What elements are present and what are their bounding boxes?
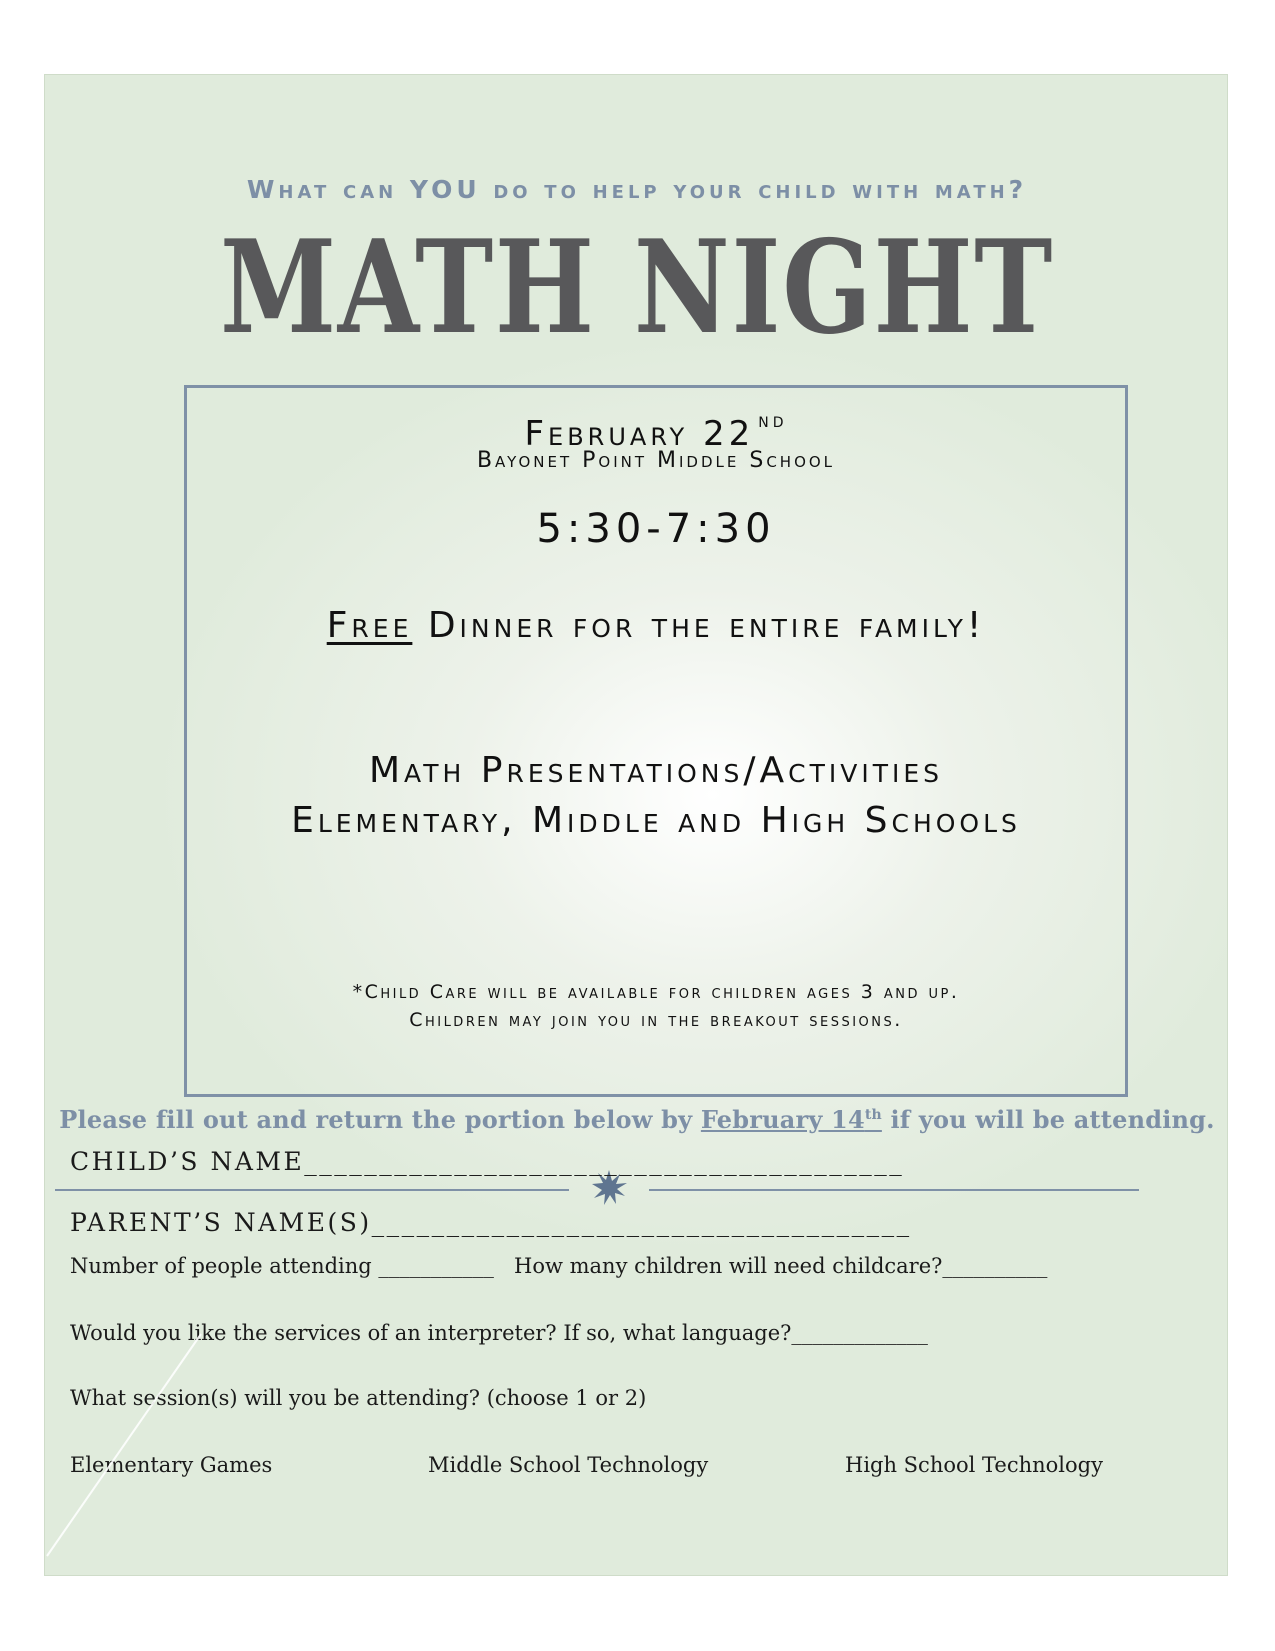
event-info-box [184, 385, 1128, 1097]
presentations-notice [187, 746, 1125, 846]
return-notice-date [701, 1105, 882, 1134]
return-notice-before: Please fill out and return the portion below by [59, 1105, 701, 1134]
dinner-notice [187, 600, 1125, 652]
presentations-line-2: Elementary, Middle and High Schools [291, 800, 1021, 841]
childcare-line-2: Children may join you in the breakout sessions. [409, 1009, 903, 1031]
return-notice-date-text: February 14 [700, 1105, 865, 1134]
interpreter-field[interactable]: Would you like the services of an interpreter? If so, what language?_____________ [70, 1321, 928, 1345]
flyer-page [44, 74, 1228, 1576]
page-title: MATH NIGHT [219, 213, 1055, 363]
childcare-count-field[interactable]: How many children will need childcare?__________ [514, 1254, 1048, 1278]
dinner-free-text: Free [326, 605, 413, 646]
session-option-elementary[interactable]: Elementary Games [70, 1453, 273, 1477]
event-time: 5:30-7:30 [536, 506, 776, 552]
return-notice-after: if you will be attending. [881, 1105, 1215, 1134]
sessions-prompt: What session(s) will you be attending? (choose 1 or 2) [70, 1386, 647, 1410]
return-notice [45, 1105, 1229, 1134]
tagline: What can YOU do to help your child with math? [246, 175, 1028, 204]
dinner-rest-text: Dinner for the entire family! [412, 605, 986, 646]
return-notice-date-suffix: th [864, 1107, 882, 1123]
child-name-field[interactable]: CHILD’S NAME________________________________________ [70, 1147, 905, 1176]
session-option-middle[interactable]: Middle School Technology [428, 1453, 709, 1477]
childcare-notice [187, 978, 1125, 1034]
presentations-line-1: Math Presentations/Activities [369, 750, 943, 791]
session-option-high[interactable]: High School Technology [845, 1453, 1103, 1477]
childcare-line-1: *Child Care will be available for children ages 3 and up. [352, 981, 960, 1003]
people-attending-field[interactable]: Number of people attending ___________ [70, 1254, 494, 1278]
event-school: Bayonet Point Middle School [476, 448, 836, 473]
divider-left [55, 1189, 569, 1191]
event-date-suffix: nd [758, 408, 788, 432]
event-date-text: February 22 [524, 414, 755, 454]
parent-name-field[interactable]: PARENT’S NAME(S)____________________________________ [70, 1208, 912, 1237]
decorative-diagonal-line [45, 1330, 205, 1560]
divider-right [649, 1189, 1139, 1191]
